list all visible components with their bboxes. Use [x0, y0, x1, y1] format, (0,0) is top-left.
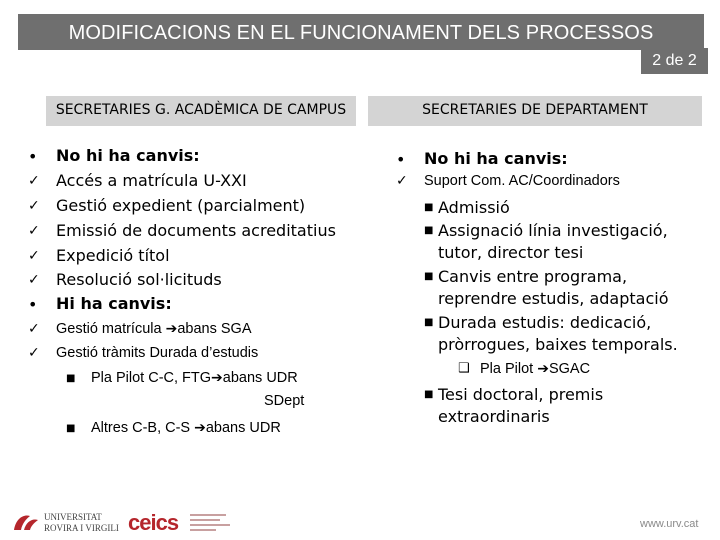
sub-list-item-text: pròrrogues, baixes temporals.	[438, 335, 678, 354]
ceics-logo-text: ceics	[128, 510, 179, 535]
slide-title: MODIFICACIONS EN EL FUNCIONAMENT DELS PROCESSOS	[18, 14, 704, 50]
checkmark-icon: ✓	[28, 173, 40, 189]
urv-logo-line1: UNIVERSITAT	[44, 512, 102, 522]
checkmark-icon: ✓	[28, 198, 40, 214]
right-arrow-icon: ➔	[194, 420, 206, 436]
footer-url[interactable]: www.urv.cat	[640, 518, 699, 530]
right-arrow-icon: ➔	[211, 370, 223, 386]
sub1-suffix: abans UDR	[222, 370, 298, 386]
support-label: Suport Com. AC/Coordinadors	[424, 173, 620, 189]
left-column-header	[46, 96, 356, 126]
left-no-changes-label: No hi ha canvis:	[56, 146, 200, 165]
list-item-text: Accés a matrícula U-XXI	[56, 171, 247, 190]
square-bullet-icon: ■	[424, 202, 434, 213]
right-no-changes-label: No hi ha canvis:	[424, 149, 568, 168]
square-bullet-icon: ■	[66, 373, 76, 384]
checkmark-icon: ✓	[28, 345, 40, 361]
square-bullet-icon: ■	[424, 317, 434, 328]
left-changes-label: Hi ha canvis:	[56, 294, 172, 313]
list-item-text	[56, 321, 252, 337]
sub-list-item-text	[91, 370, 298, 386]
square-bullet-icon: ■	[424, 271, 434, 282]
pilot-text: Pla Pilot	[480, 361, 534, 377]
sub1-text: Pla Pilot C-C, FTG	[91, 370, 212, 386]
sub-list-item-text: Tesi doctoral, premis	[438, 385, 604, 404]
urv-logo-line2: ROVIRA I VIRGILI	[44, 523, 119, 533]
checkmark-icon: ✓	[396, 173, 408, 189]
square-bullet-icon: ■	[424, 225, 434, 236]
pilot-suffix: SGAC	[548, 361, 591, 377]
checkmark-icon: ✓	[28, 321, 40, 337]
list-item-text: Emissió de documents acreditatius	[56, 221, 336, 240]
bullet-icon: •	[28, 295, 38, 314]
right-column-header	[368, 96, 702, 126]
checkmark-icon: ✓	[28, 272, 40, 288]
change1-text: Gestió matrícula	[56, 321, 162, 337]
urv-logo	[10, 508, 120, 540]
sub-list-item-text: Assignació línia investigació,	[438, 221, 668, 240]
list-item-text: Expedició títol	[56, 246, 170, 265]
sub-list-item-text: extraordinaris	[438, 407, 550, 426]
square-bullet-icon: ■	[424, 389, 434, 400]
sub-list-item-text: Canvis entre programa,	[438, 267, 628, 286]
list-item-text: Gestió tràmits Durada d’estudis	[56, 345, 259, 361]
sub-list-item-text	[91, 420, 281, 436]
right-column-header-text: SECRETARIES DE DEPARTAMENT	[422, 102, 648, 118]
page-indicator: 2 de 2	[641, 48, 708, 74]
ceics-logo	[128, 508, 238, 540]
sub2-text: Altres C-B, C-S	[91, 420, 191, 436]
sub-sub-list-item-text	[480, 361, 590, 377]
right-arrow-icon: ➔	[165, 321, 178, 337]
change1-suffix: abans SGA	[177, 321, 252, 337]
checkmark-icon: ✓	[28, 223, 40, 239]
square-bullet-icon: ■	[66, 423, 76, 434]
sub-list-item-text: tutor, director tesi	[438, 243, 584, 262]
checkmark-icon: ✓	[28, 248, 40, 264]
checkbox-bullet-icon: ❑	[458, 361, 470, 376]
list-item-text: Gestió expedient (parcialment)	[56, 196, 306, 215]
bullet-icon: •	[28, 147, 38, 166]
bullet-icon: •	[396, 150, 406, 169]
left-column-header-text: SECRETARIES G. ACADÈMICA DE CAMPUS	[55, 102, 347, 118]
sub-list-item-text: Durada estudis: dedicació,	[438, 313, 652, 332]
right-arrow-icon: ➔	[537, 361, 549, 377]
sub1-continuation: SDept	[264, 393, 305, 409]
sub2-suffix: abans UDR	[205, 420, 281, 436]
sub-list-item-text: reprendre estudis, adaptació	[438, 289, 669, 308]
list-item-text: Resolució sol·licituds	[56, 270, 222, 289]
sub-list-item-text: Admissió	[438, 198, 510, 217]
